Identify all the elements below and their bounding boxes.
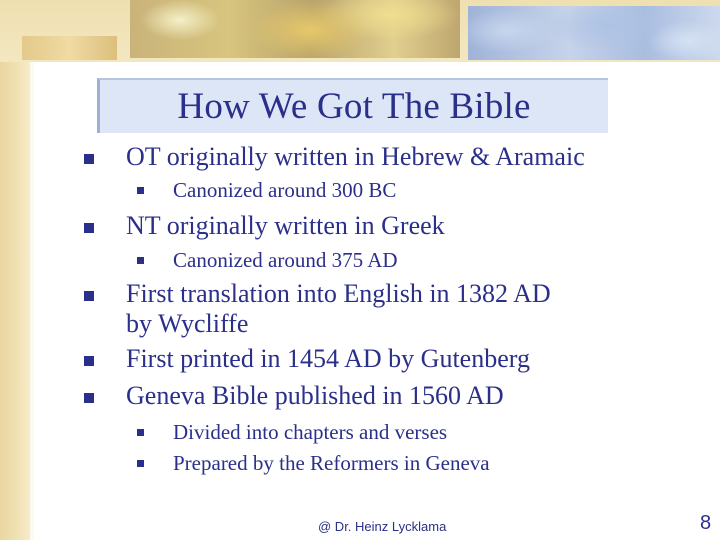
header-photo-small [22,36,117,60]
bullet-first-printed: First printed in 1454 AD by Gutenberg [126,344,530,373]
sub-bullet-ot-canon: Canonized around 300 BC [173,178,397,202]
bullet-geneva: Geneva Bible published in 1560 AD [126,381,504,410]
sub-bullet-chapters: Divided into chapters and verses [173,420,448,444]
header-photo-flowers [130,0,460,58]
title-box [97,78,608,133]
slide-content-area [34,62,720,540]
sub-bullet-nt-canon: Canonized around 375 AD [173,248,398,272]
bullet-ot: OT originally written in Hebrew & Aramaic [126,142,585,171]
left-decorative-strip [0,0,30,540]
slide-title: How We Got The Bible [177,86,531,127]
bullet-first-translation-line1: First translation into English in 1382 AD [126,279,551,308]
footer-author: @ Dr. Heinz Lycklama [318,519,447,534]
sub-bullet-reformers: Prepared by the Reformers in Geneva [173,451,490,475]
header-photo-blue-flowers [468,6,720,60]
bullet-first-translation-line2: by Wycliffe [126,309,249,338]
bullet-nt: NT originally written in Greek [126,211,445,240]
page-number: 8 [700,512,712,534]
